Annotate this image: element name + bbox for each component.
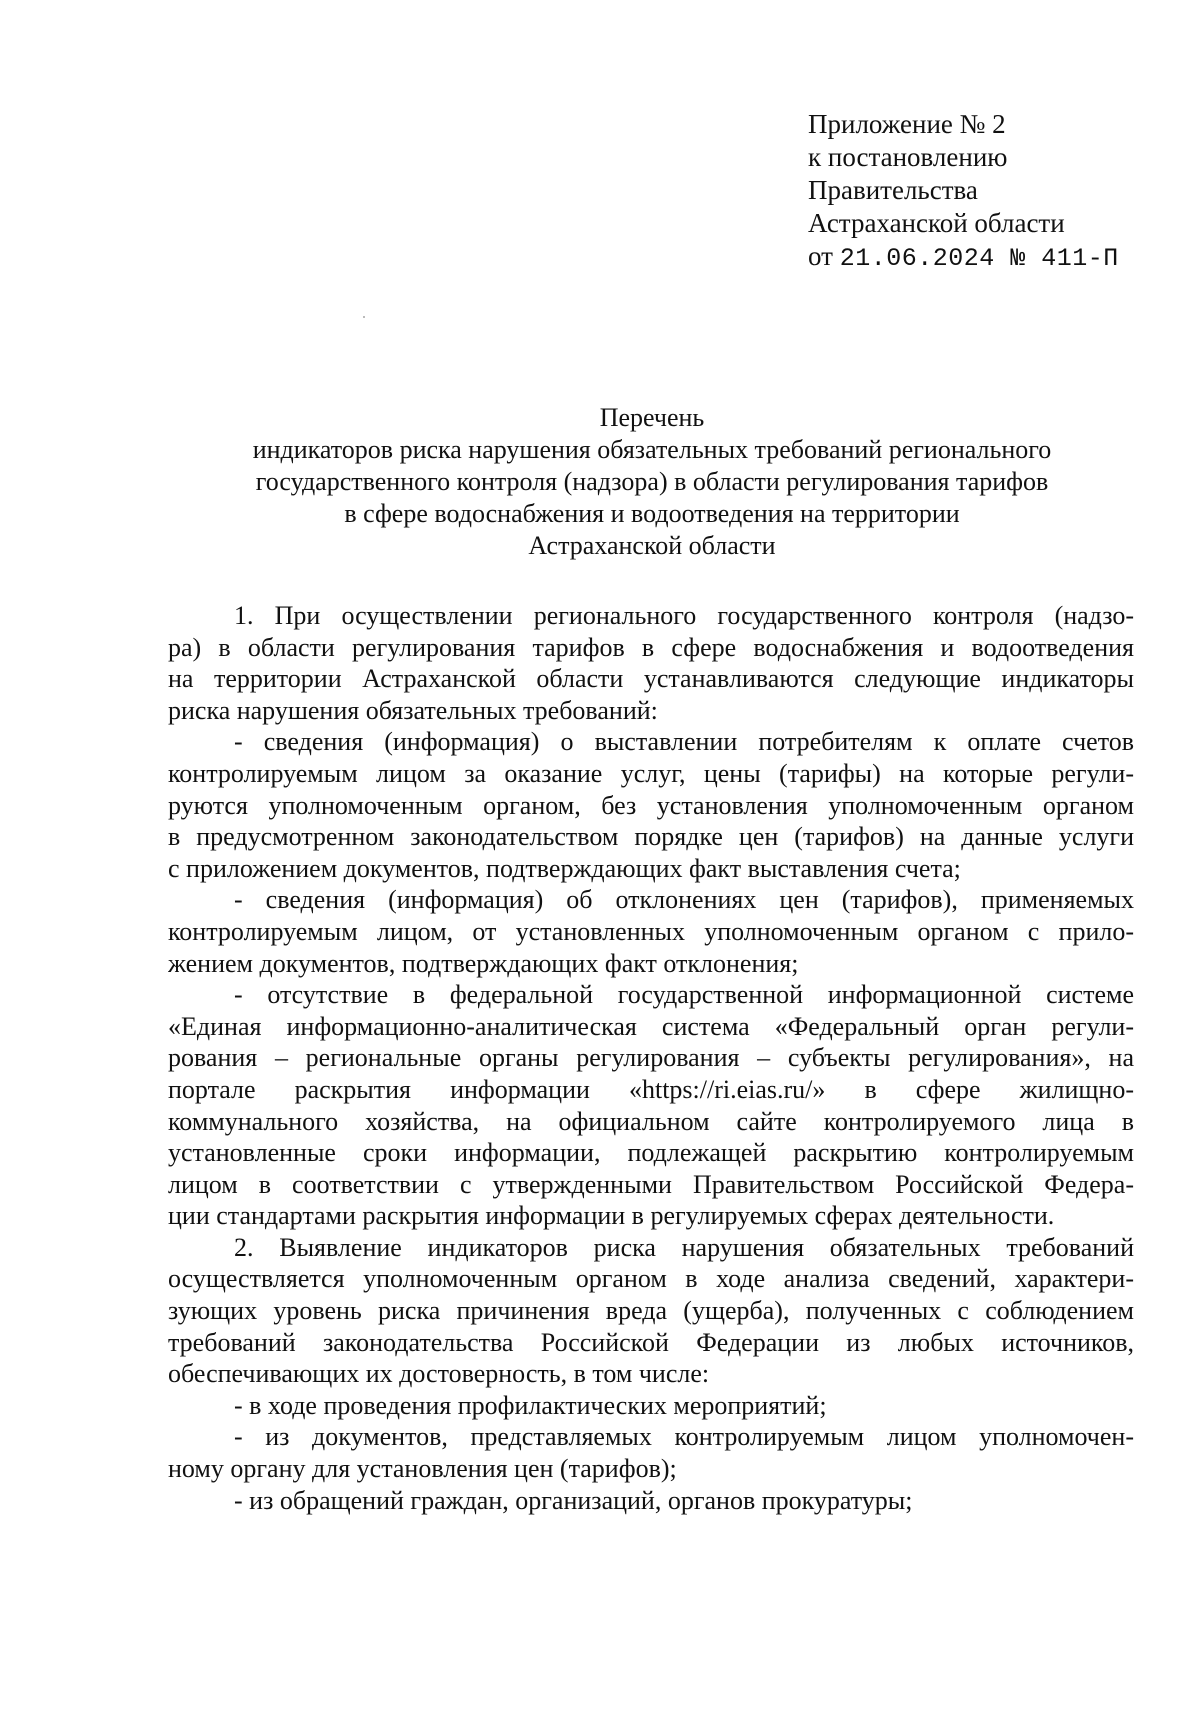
resolution-date-number: 21.06.2024 № 411-П	[839, 244, 1119, 273]
body-line: портале раскрытия информации «https://ri.eias.ru/» в сфере жилищно-	[168, 1074, 1134, 1104]
body-line: рования – региональные органы регулирования – субъекты регулирования», на	[168, 1043, 1134, 1073]
title-line: в сфере водоснабжения и водоотведения на территории	[344, 499, 960, 528]
body-line: ра) в области регулирования тарифов в сфере водоснабжения и водоотведения	[168, 632, 1134, 662]
document-title	[180, 402, 1124, 562]
body-line: - из обращений граждан, организаций, органов прокуратуры;	[234, 1485, 913, 1515]
title-line: Перечень	[599, 403, 705, 432]
body-line: установленные сроки информации, подлежащей раскрытию контролируемым	[168, 1138, 1134, 1168]
body-line: коммунального хозяйства, на официальном сайте контролируемого лица в	[168, 1106, 1134, 1136]
body-line: риска нарушения обязательных требований:	[168, 695, 658, 725]
body-line: жением документов, подтверждающих факт отклонения;	[168, 948, 799, 978]
title-line: Астраханской области	[528, 531, 776, 560]
appendix-date-line	[808, 240, 1138, 275]
body-line: осуществляется уполномоченным органом в ходе анализа сведений, характери-	[168, 1264, 1134, 1294]
body-line: ному органу для установления цен (тарифов);	[168, 1454, 677, 1484]
body-line: обеспечивающих их достоверность, в том числе:	[168, 1359, 710, 1389]
body-line: на территории Астраханской области устанавливаются следующие индикаторы	[168, 664, 1134, 694]
body-line: контролируемым лицом за оказание услуг, цены (тарифы) на которые регули-	[168, 758, 1134, 788]
appendix-region: Астраханской области	[808, 208, 1065, 238]
body-line: руются уполномоченным органом, без установления уполномоченным органом	[168, 790, 1134, 820]
appendix-reference: к постановлению	[808, 142, 1008, 172]
title-line: государственного контроля (надзора) в области регулирования тарифов	[255, 467, 1049, 496]
appendix-authority: Правительства	[808, 175, 978, 205]
body-line: - из документов, представляемых контролируемым лицом уполномочен-	[234, 1422, 1134, 1452]
body-line: ции стандартами раскрытия информации в регулируемых сферах деятельности.	[168, 1201, 1055, 1231]
scan-speck	[363, 316, 365, 318]
body-line: - сведения (информация) об отклонениях цен (тарифов), применяемых	[234, 885, 1134, 915]
title-line: индикаторов риска нарушения обязательных требований регионального	[252, 435, 1052, 464]
body-line: зующих уровень риска причинения вреда (ущерба), полученных с соблюдением	[168, 1296, 1134, 1326]
body-line: 1. При осуществлении регионального государственного контроля (надзо-	[234, 601, 1134, 630]
body-line: - отсутствие в федеральной государственной информационной системе	[234, 980, 1134, 1010]
body-line: - в ходе проведения профилактических мероприятий;	[234, 1390, 827, 1420]
body-line: с приложением документов, подтверждающих факт выставления счета;	[168, 853, 961, 883]
appendix-header	[808, 108, 1138, 275]
body-line: контролируемым лицом, от установленных уполномоченным органом с прило-	[168, 916, 1134, 946]
body-line: лицом в соответствии с утвержденными Правительством Российской Федера-	[168, 1169, 1134, 1199]
body-line: «Единая информационно-аналитическая система «Федеральный орган регули-	[168, 1011, 1134, 1041]
appendix-number: Приложение № 2	[808, 109, 1006, 139]
date-prefix: от	[808, 241, 833, 271]
body-line: 2. Выявление индикаторов риска нарушения обязательных требований	[234, 1232, 1134, 1262]
body-line: - сведения (информация) о выставлении потребителям к оплате счетов	[234, 727, 1134, 757]
document-body	[168, 600, 1134, 1516]
body-line: в предусмотренном законодательством порядке цен (тарифов) на данные услуги	[168, 822, 1134, 852]
body-line: требований законодательства Российской Федерации из любых источников,	[168, 1327, 1134, 1357]
